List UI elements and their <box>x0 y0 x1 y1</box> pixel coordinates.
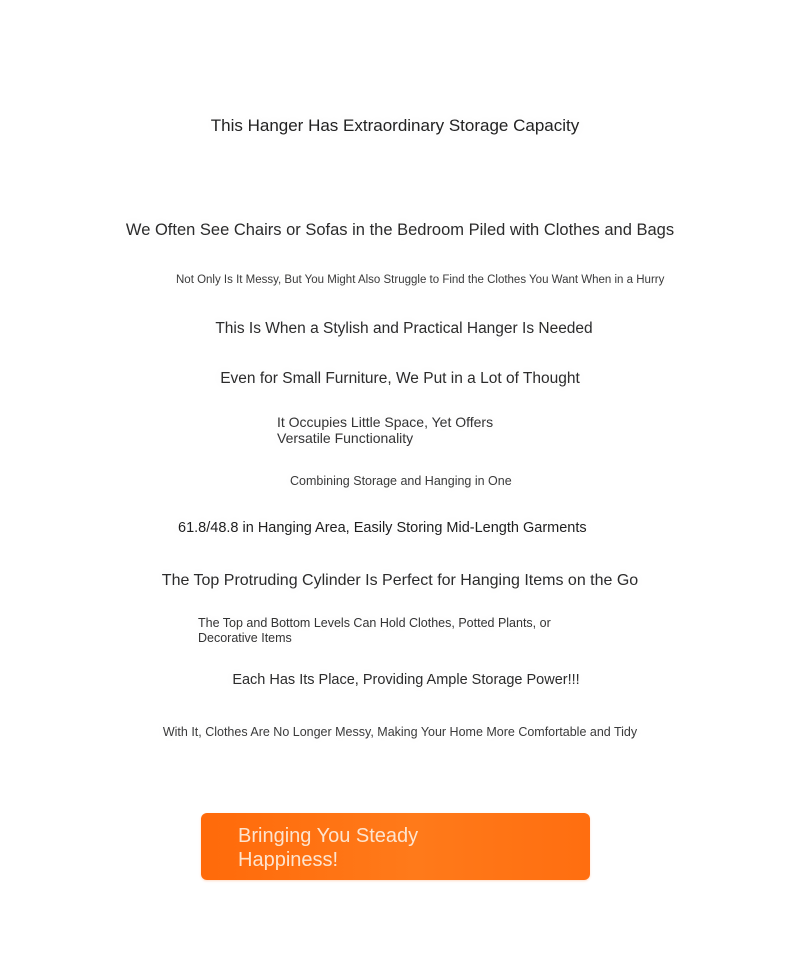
page-title: This Hanger Has Extraordinary Storage Capacity <box>210 116 580 135</box>
copy-line-hanger-needed: This Is When a Stylish and Practical Hanger Is Needed <box>215 320 593 337</box>
copy-line-little-space: It Occupies Little Space, Yet Offers Versatile Functionality <box>277 414 494 446</box>
copy-line-ample-storage: Each Has Its Place, Providing Ample Storage Power!!! <box>232 672 580 688</box>
copy-line-small-furniture: Even for Small Furniture, We Put in a Lot of Thought <box>220 370 580 387</box>
cta-button[interactable] <box>201 813 590 880</box>
copy-line-chairs-sofas: We Often See Chairs or Sofas in the Bedroom Piled with Clothes and Bags <box>125 221 675 239</box>
cta-button-label: Bringing You Steady Happiness! <box>238 825 419 871</box>
copy-line-storage-hanging: Combining Storage and Hanging in One <box>290 474 512 488</box>
copy-line-comfortable-tidy: With It, Clothes Are No Longer Messy, Making Your Home More Comfortable and Tidy <box>162 725 638 739</box>
copy-line-hanging-area: 61.8/48.8 in Hanging Area, Easily Storing Mid-Length Garments <box>178 520 587 536</box>
copy-line-top-cylinder: The Top Protruding Cylinder Is Perfect for Hanging Items on the Go <box>161 572 639 589</box>
copy-line-messy: Not Only Is It Messy, But You Might Also Struggle to Find the Clothes You Want When in a Hurry <box>176 274 665 286</box>
copy-line-top-bottom-levels: The Top and Bottom Levels Can Hold Clothes, Potted Plants, or Decorative Items <box>198 616 551 645</box>
